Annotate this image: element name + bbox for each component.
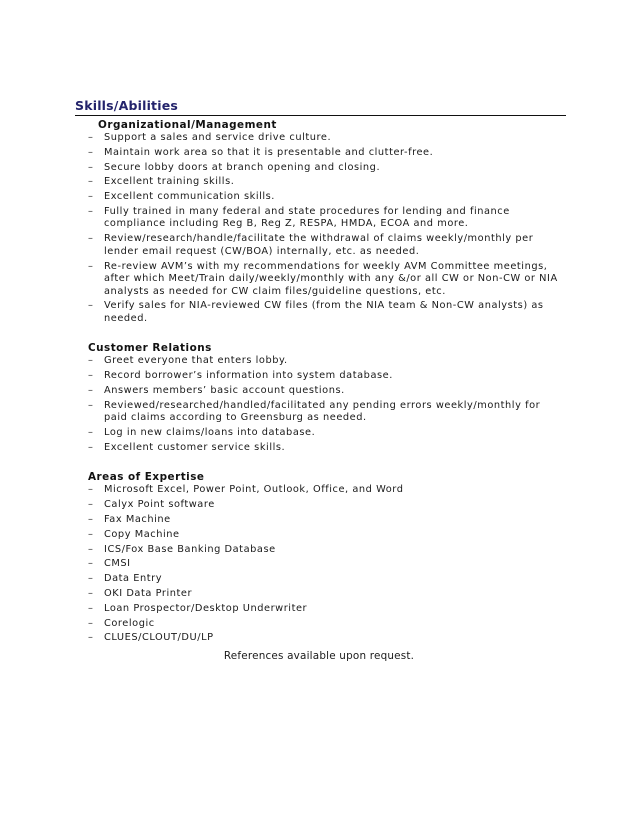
dash-bullet: – xyxy=(88,484,94,496)
dash-bullet: – xyxy=(88,558,94,570)
list-item xyxy=(88,442,566,455)
list-item xyxy=(88,484,566,497)
skill-list xyxy=(88,484,566,644)
list-item-text: Fully trained in many federal and state procedures for lending and finance compliance including Reg B, Reg Z, RESPA, HMDA, ECOA and more. xyxy=(104,205,510,230)
dash-bullet: – xyxy=(88,441,94,453)
list-item xyxy=(88,176,566,189)
list-item xyxy=(88,588,566,601)
list-item xyxy=(88,558,566,571)
dash-bullet: – xyxy=(88,370,94,382)
list-item-text: Record borrower’s information into system database. xyxy=(104,370,393,382)
list-item-text: Excellent customer service skills. xyxy=(104,441,286,453)
list-item xyxy=(88,261,566,299)
list-item xyxy=(88,427,566,440)
list-item xyxy=(88,632,566,645)
list-item-text: Review/research/handle/facilitate the withdrawal of claims weekly/monthly per lender email request (CW/BOA) internally, etc. as needed. xyxy=(104,233,534,257)
list-item xyxy=(88,233,566,258)
dash-bullet: – xyxy=(88,632,94,644)
dash-bullet: – xyxy=(88,617,94,629)
list-item-text: Secure lobby doors at branch opening and closing. xyxy=(104,161,381,173)
list-item-text: Excellent training skills. xyxy=(104,176,235,188)
list-item xyxy=(88,300,566,325)
list-item-text: Data Entry xyxy=(104,573,163,585)
group-title: Customer Relations xyxy=(88,342,212,355)
group-title: Areas of Expertise xyxy=(88,471,205,484)
list-item-text: Calyx Point software xyxy=(104,499,215,511)
list-item-text: Reviewed/researched/handled/facilitated any pending errors weekly/monthly for paid claims according to Greensburg as needed. xyxy=(104,399,541,424)
group-areas-of-expertise xyxy=(88,470,566,644)
list-item-text: Fax Machine xyxy=(104,513,171,525)
list-item-text: ICS/Fox Base Banking Database xyxy=(104,543,276,555)
dash-bullet: – xyxy=(88,191,94,203)
group-customer-relations xyxy=(88,341,566,454)
group-organizational-management xyxy=(88,118,566,325)
dash-bullet: – xyxy=(88,176,94,188)
dash-bullet: – xyxy=(88,543,94,555)
dash-bullet: – xyxy=(88,528,94,540)
dash-bullet: – xyxy=(88,205,94,217)
list-item xyxy=(88,162,566,175)
list-item-text: Loan Prospector/Desktop Underwriter xyxy=(104,602,308,614)
dash-bullet: – xyxy=(88,260,94,272)
section-divider xyxy=(75,115,566,116)
list-item xyxy=(88,603,566,616)
dash-bullet: – xyxy=(88,499,94,511)
dash-bullet: – xyxy=(88,602,94,614)
group-title: Organizational/Management xyxy=(98,119,277,131)
list-item-text: Corelogic xyxy=(104,617,155,629)
list-item xyxy=(88,355,566,368)
list-item-text: OKI Data Printer xyxy=(104,587,193,599)
list-item xyxy=(88,370,566,383)
list-item xyxy=(88,573,566,586)
list-item xyxy=(88,147,566,160)
list-item xyxy=(88,618,566,631)
skill-list xyxy=(88,132,566,325)
list-item-text: Answers members’ basic account questions. xyxy=(104,384,345,396)
dash-bullet: – xyxy=(88,146,94,158)
list-item-text: Verify sales for NIA-reviewed CW files (from the NIA team & Non-CW analysts) as needed. xyxy=(104,300,544,324)
list-item-text: CMSI xyxy=(104,558,131,570)
list-item-text: Re-review AVM’s with my recommendations for weekly AVM Committee meetings, after which Meet/Train daily/weekly/monthly with any &/or all CW or Non-CW or NIA analysts as needed for CW claim files/guideline questions, etc. xyxy=(104,260,558,297)
list-item-text: CLUES/CLOUT/DU/LP xyxy=(104,632,214,644)
list-item xyxy=(88,132,566,145)
dash-bullet: – xyxy=(88,300,94,312)
list-item-text: Excellent communication skills. xyxy=(104,191,275,203)
list-item-text: Greet everyone that enters lobby. xyxy=(104,355,288,367)
list-item xyxy=(88,191,566,204)
dash-bullet: – xyxy=(88,233,94,245)
list-item xyxy=(88,206,566,231)
list-item xyxy=(88,529,566,542)
dash-bullet: – xyxy=(88,513,94,525)
section-heading-skills: Skills/Abilities xyxy=(75,98,179,113)
list-item-text: Microsoft Excel, Power Point, Outlook, Office, and Word xyxy=(104,484,404,496)
list-item xyxy=(88,400,566,425)
dash-bullet: – xyxy=(88,132,94,143)
dash-bullet: – xyxy=(88,427,94,439)
list-item-text: Support a sales and service drive culture. xyxy=(104,132,332,143)
dash-bullet: – xyxy=(88,161,94,173)
list-item-text: Log in new claims/loans into database. xyxy=(104,427,316,439)
dash-bullet: – xyxy=(88,355,94,367)
list-item-text: Copy Machine xyxy=(104,528,180,540)
dash-bullet: – xyxy=(88,399,94,411)
list-item xyxy=(88,499,566,512)
skill-list xyxy=(88,355,566,454)
list-item-text: Maintain work area so that it is presentable and clutter-free. xyxy=(104,146,434,158)
list-item xyxy=(88,514,566,527)
dash-bullet: – xyxy=(88,573,94,585)
list-item xyxy=(88,544,566,557)
skills-content xyxy=(88,118,566,647)
references-note: References available upon request. xyxy=(223,650,415,662)
dash-bullet: – xyxy=(88,384,94,396)
dash-bullet: – xyxy=(88,587,94,599)
list-item xyxy=(88,385,566,398)
